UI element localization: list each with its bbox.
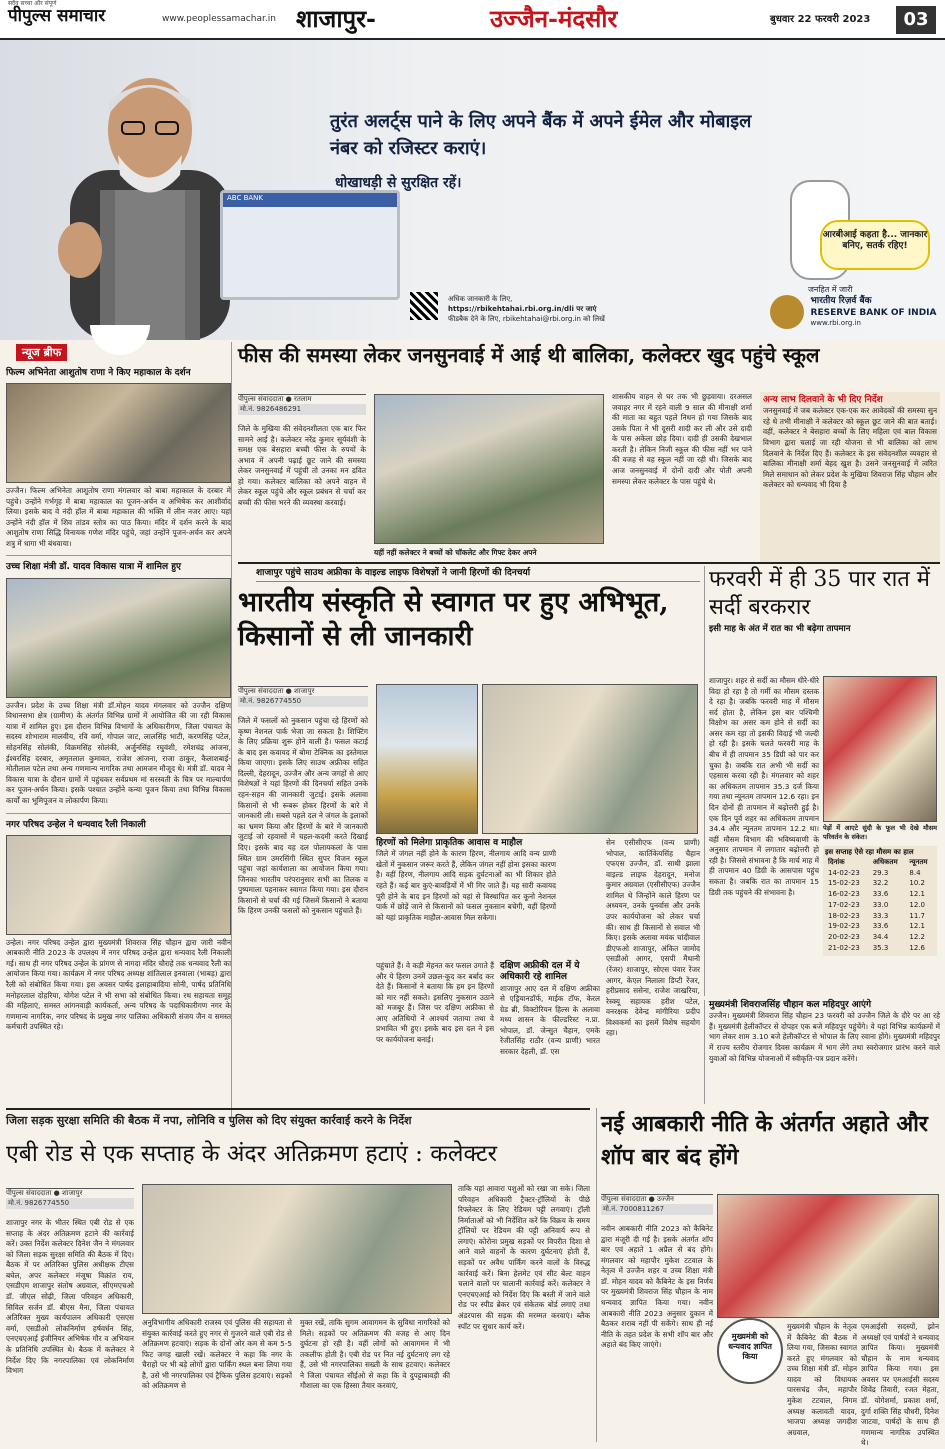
news-brief-tag [16,346,67,360]
bank-header-bar [223,193,397,207]
road-body4: ताकि यहां आवारा पशुओं को रखा जा सके। जिला परिवहन अधिकारी ट्रैक्टर-ट्रॉलियों के पीछे रिफ्लेक्टर के लिए रेडियम पट्टी लगवाएं। ट्रॉली निर्माताओं को भी निर्देशित करें कि विक्रय के समय ट्रॉलियों पर रेडियम की पट्टी अनिवार्य रूप से लगाएं। कोरोना प्रमुख सड़कों पर विपरीत दिशा से आने वाले वाहनों के कारण दुर्घटनाएं होती हैं, सड़कों पर अवैध पार्किंग करने वालों के विरुद्ध कार्रवाई करें। बिना हेलमेट एवं सीट बेल्ट वाहन चलाने वालों पर चालानी कार्रवाई करें। कलेक्टर ने एनएचएआई को निर्देश दिए कि बस्ती में जाने वाले रोड पर स्पीड ब्रेकर एवं संकेतक बोर्ड लगाएं तथा अंडरपास की सड़क की मरम्मत करवाएं। ब्लैक स्पॉट पर सुधार कार्य करें। [458,1184,590,1331]
date-cell: 14-02-23 [828,868,860,877]
bank-label: ABC BANK [227,194,263,202]
road-photo [142,1184,452,1314]
rbi-line2: भारतीय रिज़र्व बैंक [810,296,872,307]
table-row [825,921,935,932]
deer-body3: शाजापुर आए दल में दक्षिण अफ्रीका से एड्रियानडॉर्फ, माईक टॉफ, केरल ग्रेड ब्री, विक्टोरियन हिल्स के अलावा मध्य शासन के फील्डरिस्ट न.प्रा. भोपाल, डॉ. जेन्सुत चैहान, एमके रेंजीतसिंह राठौर (वन्य प्राणी) भारत सरकार देहली, डॉ. एस [500,983,600,1056]
rbi-seal-icon [770,295,804,329]
side-box-headline: अन्य लाभ दिलवाने के भी दिए निर्देश [763,395,883,405]
deer-body4: सेन एसीसीएफ (वन्य प्राणी) भोपाल, कार्तिकेयसिंह चैहान एफएस उज्जैन, डॉ. साथी झाला वाइल्ड लाइफ देहरादून, मनोज कुमार अग्रवाल (एसीसीएफ) उज्जैन शामिल थे जिन्होंने काले हिरण पर अध्ययन, उनके पुनर्वास और उनके उपर कार्ययोजना को लेकर चर्चा की। साथ ही किसानों से सवाल भी किए। इसके अलावा मयंक चांदीवाल डीएफओ शाजापुर, अंकित जामोद एसडीओ आगर, एसपी मैथानी (रेंजर) शाजापुर, सोएस पंवार रेंजर आगर, केएल निलाला डिप्टी रेंजर, हरीप्रसाद ससेना, राजेश जाखरिया, रेस्क्यू सहायक हरीश पटेल, वनरक्षक देवेन्द्र मांगीरिया प्रदीप विश्वकर्मा का इसमें विशेष सहयोग रहा। [606,838,700,1038]
deer-sub2 [500,961,600,1058]
byline: पीपुल्स संवाददाता ● शाजापुर [238,687,315,695]
top-story-body1: जिले के मुखिया की संवेदनशीलता एक बार फिर सामने आई है। कलेक्टर नरेंद्र कुमार सूर्यवंशी के समक्ष एक बेसहारा बच्ची फीस के रुपयों के अभाव में अपनी पढ़ाई छूट जाने की समस्या लेकर जनसुनवाई में पहुंची तो उनका मन द्रवित हो गया। कलेक्टर बालिका को अपने वाहन में लेकर स्कूल पहुंचे और स्कूल प्रबंधन से चर्चा कर बच्ची की फीस भरने की व्यवस्था करवाई। [238,424,366,508]
issue-date: बुधवार 22 फरवरी 2023 [770,14,871,25]
top-story-body2: शासकीय वाहन से घर तक भी छुड़वाया। दरअसल जवाहर नगर में रहने वाली 9 साल की मीनाक्षी शर्मा की माता का बहुत पहले निधन हो गया जिसके बाद उसके पिता ने भी दूसरी शादी कर ली और उसे दादी के पास अकेला छोड़ दिया। दादी ही उसकी देखभाल करती है। लेकिन निजी स्कूल की फीस नहीं भर पाने की वजह से वह स्कूल नहीं जा रही थी। जिसके बाद आज जनसुनवाई में दोनों दादी और पोती अपनी समस्या लेकर कलेक्टर के पास पहुंचे थे। [612,392,752,486]
road-body2: अनुविभागीय अधिकारी राजस्व एवं पुलिस की सहायता से संयुक्त कार्रवाई करते हुए नगर से गुजरने वाले एबी रोड से अतिक्रमण हटवाएं। सड़क के दोनों ओर कम से कम 5-5 फिट जगह खाली रखें। कलेक्टर ने कहा कि नगर के चैराहों पर भी बड़े लोगों द्वारा पार्किंग स्थल बना लिया गया है, उसे भी नगरपालिका एवं ट्रैफिक पुलिस हटवाएं। सड़कों को अतिक्रमण से [142,1318,292,1391]
edition-title: शाजापुर- [296,4,376,33]
brief1-headline[interactable]: फिल्म अभिनेता आशुतोष राणा ने किए महाकाल के दर्शन [6,367,191,378]
tag-label: न्यूज ब्रीफ [16,344,67,361]
rbi-line3: RESERVE BANK OF INDIA [810,307,937,318]
brand-name: पीपुल्स समाचार [8,6,106,26]
table-row [825,932,935,943]
table-row [825,878,935,889]
min-cell: 12.1 [909,890,925,898]
max-cell: 34.4 [872,933,889,941]
cm-brief-body: उज्जैन। मुख्यमंत्री शिवराज सिंह चौहान 23 फरवरी को उज्जैन जिले के दौरे पर आ रहे हैं। मुख्यमंत्री हेलीकॉप्टर से दोपहर एक बजे महिदपुर पहुंचेंगे। वे यहां विभिन्न कार्यक्रमों में भाग लेकर शाम 3.10 बजे हेलीकॉप्टर से भोपाल के लिए रवाना होंगे। मुख्यमंत्री महिदपुर में राज्य स्तरीय रोजगार दिवस कार्यक्रम में भाग लेंगे तथा स्वरोजगार प्रारंभ करने वाले युवाओं को विभिन्न योजनाओं में स्वीकृति-पत्र प्रदान करेंगे। [709,1011,940,1063]
top-story-headline[interactable]: फीस की समस्या लेकर जनसुनवाई में आई थी बालिका, कलेक्टर खुद पहुंचे स्कूल [238,343,820,367]
info-line1: अधिक जानकारी के लिए, [448,295,513,303]
top-story [238,342,940,564]
deer-photo2 [482,684,698,834]
date-cell: 15-02-23 [828,879,860,888]
top-story-byline [238,394,366,415]
table-row [825,868,935,879]
mobile: मो.नं. 9826486291 [238,404,366,415]
date-cell: 18-02-23 [828,911,860,920]
min-cell: 8.4 [909,868,921,877]
deer-sub1-body: जिले में जंगल नहीं होने के कारण हिरण, नीलगाय आदि वन्य प्राणी खेतों में नुकसान जरूर करते हैं, लेकिन जंगल नहीं होना इसका कारण है। वहीं हिरण, नीलगाय आदि सड़क दुर्घटनाओं का भी शिकार होते रहते हैं। कई बार कुएं-बावड़ियों में भी गिर जाते हैं। यह सारी कवायद पूरी होने के बाद इन हिरणों को यहां से विस्थापित कर कूनो नेशनल पार्क में छोड़ें जाने से किसानों को फसल नुकसान बचेगी, वहीं हिरणों को यहां प्राकृतिक माहौल-आवास मिल सकेगा। [376,849,556,922]
col-min: न्यूनतम [909,857,928,866]
brief3-photo [6,835,231,935]
col-date: दिनांक [828,857,845,866]
table-header-row [825,857,935,868]
deer-sub1 [376,838,556,923]
deer-body2: पहुंचाते हैं। वे कड़ी मेहनत कर फसल उगाते हैं और ये हिरण उनमें उछल-कूद कर बर्बाद कर देते हैं। किसानों ने बताया कि हम इन हिरणों को मार नहीं सकते। इसलिए नुकसान उठाने को मजबूर हैं। जिस पर दक्षिण अफ्रीका से आए अतिथियों ने आश्चर्य जताया तथा वे प्रभावित भी हुए। इसके बाद इस दल ने इस पर कार्ययोजना बनाई। [376,961,494,1045]
deer-kicker: शाजापुर पहुंचे साउथ अफ्रीका के वाइल्ड लाइफ विशेषज्ञों ने जानी हिरणों की दिनचर्या [256,566,700,582]
brief2-headline[interactable]: उच्च शिक्षा मंत्री डॉ. यादव विकास यात्रा में शामिल हुए [6,562,181,573]
deer-sub1-headline: हिरणों को मिलेगा प्राकृतिक आवास व माहौल [376,838,523,848]
tree-photo-caption: पेड़ों में आएटे सुंदौ के फूल भी देखे मौसम परिवर्तन के संकेत। [823,824,937,842]
top-story-photo [374,394,604,544]
thanks-badge-text: मुख्यमंत्री को धन्यवाद ज्ञापित किया [728,1332,772,1361]
rbi-block [770,285,940,329]
col-max: अधिकतम [872,857,898,866]
date-cell: 19-02-23 [828,922,860,931]
max-cell: 33.3 [872,911,889,920]
rbi-line1: जनहित में जारी [808,285,853,294]
divider [6,813,231,814]
byline: पीपुल्स संवाददाता ● शाजापुर [6,1189,83,1197]
min-cell: 10.2 [909,879,925,888]
brief3-headline[interactable]: नगर परिषद उन्हेल ने धन्यवाद रैली निकाली [6,819,146,830]
tree-photo [823,676,937,822]
cm-brief-headline[interactable]: मुख्यमंत्री शिवराजसिंह चौहान कल महिदपुर आएंगे [709,1000,872,1010]
min-cell: 12.2 [909,933,925,941]
brief3-body: उन्हेल। नगर परिषद उन्हेल द्वारा मुख्यमंत्री शिवराज सिंह चौहान द्वारा जारी नवीन आबकारी नीति 2023 के उपलक्ष्य में नगर परिषद उन्हेल द्वारा धन्यवाद रैली निकाली गई। साथ ही नगर परिषद उन्हेल के प्रांगण से नागदा मंदिर चौराहे तक धन्यवाद रैली का आयोजन किया गया। कार्यक्रम में नगर परिषद अध्यक्ष शांतिलाल इनवाला (भाबड़) द्वारा रैली को संबोधित किया गया। इस अवसर पार्षद इलाहाबादिया सोनी, पार्षद प्रतिनिधि मनोहरलाल दोहरिया, योगेश पटेल ने भी सभा को संबोधित किया। रथ सहायता समूह की महिलाएं, समस्त आंगनवाड़ी कार्यकर्ता, अन्य परिषद के पदाधिकारीगण नगर के गणमान्य नागरिक, नगर परिषद के प्रमुख नगर पालिका अधिकारी संजय जैन व समस्त कर्मचारी उपस्थित रहे। [6,937,231,1032]
thanks-badge [717,1318,783,1384]
mobile: मो.नं. 9826774550 [6,1198,134,1209]
rbi-url[interactable]: www.rbi.org.in [810,318,861,327]
top-story-caption: यहीं नहीं कलेक्टर ने बच्चों को चॉकलेट और गिफ्ट देकर अपने [374,548,537,557]
side-box-body: जनसुनवाई में जब कलेक्टर एक-एक कर आवेदकों की समस्या सुन रहे थे तभी मीनाक्षी ने कलेक्टर को स्कूल छूट जाने की बात बताई। वहीं, कलेक्टर ने बेसहारा बच्चों के लिए महिला एवं बाल विकास विभाग द्वारा चलाई जा रही योजना से भी बालिका को लाभ दिलवाने के निर्देश दिए हैं। कलेक्टर के इस संवेदनशील व्यवहार से बालिका मीनाक्षी शर्मा बेहद खुश है। उसने जनसुनवाई में त्वरित मिले समाधान को लेकर प्रदेश के मुखिया शिवराज सिंह चौहान और कलेक्टर को धन्यवाद भी दिया है [763,406,937,490]
excise-body2: मुख्यमंत्री चौहान के नेतृत्व में कैबिनेट की बैठक में लिया गया, जिसका स्वागत करते हुए मंगलवार को उच्च शिक्षा मंत्री डॉ. मोहन यादव को विधायक पारसचंद्र जैन, महापौर मुकेश टटवाल, निगम अध्यक्ष कलावती यादव, भाजपा अध्यक्ष जगदीश अग्रवाल, [787,1322,857,1437]
logo-tagline: सदैव सच्चा और संपूर्ण [8,0,57,7]
table-row [825,911,935,922]
deer-byline [238,686,368,707]
weather-body: शाजापुर। शहर से सर्दी का मौसम धीरे-धीरे विदा हो रहा है तो गर्मी का मौसम दस्तक दे रहा है। जबकि फरवरी माह में मौसम सर्द होता है, लेकिन इस बार पश्चिमी विक्षोभ का असर कम होने से सर्दी का असर कम रहा तो इसकी विदाई भी जल्दी हो रही है। इसके चलते फरवरी माह के बीच में ही तापमान 35 डिग्री को पार कर चुका है। जबकि रात अभी भी सर्दी का एहसास करवा रही है। मंगलवार को शहर का अधिकतम तापमान 35.3 दर्ज किया गया तथा न्यूनतम तापमान 12.6 रहा। इन दिन दोनों ही तापमान में बढ़ोत्तरी हुई है। एक दिन पूर्व शहर का अधिकतम तापमान 34.4 और न्यूनतम तापमान 12.2 था। वहीं मौसम विभाग की भविष्यवाणी के अनुसार तापमान में लगातार बढ़ोत्तरी हो रही है। जिससे संभावना है कि मार्च माह में ही तापमान 40 डिग्री के आसपास पहुंच सकता है। जबकि रात का तापमान 15 डिग्री तक पहुंचने की संभावना है। [709,676,819,897]
excise-body3: एमआईसी सदस्यों, झोन अध्यक्षों एवं पार्षदों ने धन्यवाद ज्ञापित किया। मुख्यमंत्री चौहान के नाम धन्यवाद ज्ञापित किया गया। इस अवसर पर एमआईसी सदस्य शिवेंद्र तिवारी, रजत मेहता, डॉ. योगेशर्मा, प्रकाश शर्मा, दुर्गा शक्ति सिंह चौधरी, दिनेश जाटवा, पार्षदों के साथ ही गणमान्य नागरिक उपस्थित थे। [861,1322,939,1448]
weather-table-title: इस सप्ताह ऐसे रहा मौसम का हाल [825,848,914,856]
cm-brief [704,1000,940,1104]
qr-code-icon[interactable] [410,292,438,320]
brief1-body: उज्जैन। फिल्म अभिनेता आशुतोष राणा मंगलवार को बाबा महाकाल के दरबार में पहुंचे। उन्होंने गर्भगृह में बाबा महाकाल का पूजन-अर्चन व अभिषेक कर आशीर्वाद लिया। इसके बाद वे नंदी हॉल में बाबा महाकाल की भक्ति में लीन नजर आए। यहां उन्होंने नंदी हॉल में शिव तांडव स्तोत्र का पाठ किया। मंदिर में दर्शन करने के बाद आशुतोष राणा सिद्धि विनायक गणेश मंदिर पहुंचे, जहां उन्होंने पूजन-अर्चन कर अपने शत्रु में धागा भी बंधवाया। [6,486,231,548]
byline: पीपुल्स संवाददाता ● उज्जैन [601,1195,674,1203]
table-row [825,943,935,954]
deer-photo1 [376,684,478,834]
brief2-photo [6,578,231,698]
weather-subhead: इसी माह के अंत में रात का भी बढ़ेगा तापमान [709,624,851,634]
road-body1: शाजापुर नगर के भीतर स्थित एबी रोड से एक सप्ताह के अंदर अतिक्रमण हटाने की कार्रवाई करें। उक्त निर्देश कलेक्टर दिनेश जैन ने मंगलवार को जिला सड़क सुरक्षा समिति की बैठक में दिए। बैठक में पर अतिरिक्त पुलिस अधीक्षक टीएस बघेल, अपर कलेक्टर मंजूषा विक्रांत राय, एसडीएम शाजापुर संतोष अग्रवाल, सीएमएचओ डॉ. जीएल सोढ़ी, जिला परिवहन अधिकारी, सिविल सर्जन डॉ. बीएस मैना, जिला पंचायत अतिरिक्त मुख्य कार्यपालन अधिकारी एसएस वर्मा, एसडीओ लोकनिर्माण हर्षवर्धन सिंह, एनएचएआई इंजीनियर अभिषेक गौर व अभियान के प्रतिनिधि उपस्थित थे। बैठक में कलेक्टर ने निर्देश दिए कि नगरपालिका एवं लोकनिर्माण विभाग [6,1218,134,1376]
rbi-advertisement[interactable] [0,40,945,340]
speech-bubble: आरबीआई कहता है... जानकार बनिए, सतर्क रहिए! [820,220,930,270]
weather-table-body [825,868,935,954]
max-cell: 33.0 [872,900,889,909]
mobile: मो.नं. 9826774550 [238,696,368,707]
road-story [6,1140,590,1440]
road-kicker: जिला सड़क सुरक्षा समिति की बैठक में नपा, लोनिवि व पुलिस को दिए संयुक्त कार्रवाई करने के निर्देश [6,1114,412,1127]
weather-headline[interactable]: फरवरी में ही 35 पार रात में सर्दी बरकरार [709,567,930,620]
date-cell: 17-02-23 [828,900,860,909]
brief1-photo [6,383,231,483]
excise-story [596,1108,940,1448]
weather-table-box [823,846,937,956]
road-byline [6,1188,134,1209]
deer-body1: जिले में फसलों को नुकसान पहुंचा रहे हिरणों को कृष्ण नेशनल पार्क भेजा जा सकता है। शिफ्टिंग के लिए प्रक्रिया शुरू होने वाली है। फसल कटाई के बाद इस कवायद में बोमा टेक्निक का इस्तेमाल किया जाएगा। इसके लिए साउथ अफ्रीका सहित दिल्ली, देहरादून, उज्जैन और अन्य जगहों से आए विशेषज्ञों ने यहां हिरणों की दिनचर्या सहित उनके रहन-सहन की जानकारी जुटाई। इसके अलावा किसानों से भी रूबरू होकर हिरणों के बारे में जानकारी ली। सबसे पहले दल ने जंगल के इलाकों का भ्रमण किया और हिरणों के बारे में जानकारी जुटाई जो रहवासों में चहल-कदमी करते दिखाई दिए। इसके बाद यह दल पोलायकलां के पास स्थित ग्राम उमरसिंगी स्थित सुपर विजन स्कूल पहुंचा जहां कार्यशाला का आयोजन किया गया। जिनका भारतीय परंपरानुसार सभी का तिलक व पुष्पमाला पहनाकर स्वागत किया गया। इस दौरान किसानों से चर्चा की गई जिसमें किसानों ने बताया कि हिरण उनकी फसलों को नुकसान पहुंचाते हैं। [238,716,368,916]
ad-info [448,295,668,324]
news-brief-column [6,342,232,1122]
min-cell: 12.0 [909,900,925,909]
ad-headline: तुरंत अलर्ट्स पाने के लिए अपने बैंक में अपने ईमेल और मोबाइल नंबर को रजिस्टर कराएं। [330,111,752,159]
info-line2[interactable]: फीडबैक देने के लिए, rbikehtahai@rbi.org.in को लिखें [448,314,605,323]
mobile: मो.नं. 7000811267 [601,1204,713,1215]
date-cell: 20-02-23 [828,933,860,941]
deer-sub2-headline: दक्षिण अफ्रीकी दल में ये अधिकारी रहे शामिल [500,961,580,983]
byline: पीपुल्स संवाददाता ● रतलाम [238,395,312,403]
road-kicker-bar [6,1108,590,1130]
ad-subhead: धोखाधड़ी से सुरक्षित रहें। [335,175,462,191]
excise-body1: नवीन आबकारी नीति 2023 को कैबिनेट द्वारा मंजूरी दी गई है। इसके अंतर्गत शॉप बार एवं अहाते 1 अप्रैल से बंद होंगे। मंगलवार को महापौर मुकेश टटवाल के नेतृत्व में उज्जैन शहर व उच्च शिक्षा मंत्री डॉ. मोहन यादव को कैबिनेट के इस निर्णय पर मुख्यमंत्री शिवराज सिंह चौहान के नाम धन्यवाद ज्ञापित किया गया। नवीन आबकारी नीति 2023 अनुसार दुकान में बैठकर शराब नहीं पी सकेंगे। साथ ही नई नीति के तहत प्रदेश के सभी शॉप बार और अहाते बंद किए जाएंगे। [601,1224,713,1350]
max-cell: 32.2 [872,879,889,888]
excise-photo [717,1194,939,1318]
max-cell: 33.6 [872,890,889,898]
excise-headline[interactable]: नई आबकारी नीति के अंतर्गत अहाते और शॉप बार बंद होंगे [601,1111,928,1170]
min-cell: 12.1 [909,922,925,931]
masthead [0,0,945,40]
divider [6,555,231,556]
rbi-name [811,296,937,327]
table-row [825,889,935,900]
road-body3: मुक्त रखें, ताकि सुगम आवागमन के सुविधा नागरिकों को मिले। सड़कों पर अतिक्रमण की वजह से आए दिन दुर्घटना हो रही है। वहीं लोगों को आवागमन में भी तकलीफ होती है। एबी रोड पर नित नई दुर्घटनाएं लग रहे हैं, उसे भी नगरपालिका सख्ती के साथ हटवाए। कलेक्टर ने जिला पंचायत सीईओ से कहा कि वे दुपट्टाबावड़ी की गौशाला का एक हिस्सा तैयार करवाएं, [300,1318,450,1391]
page-number: 03 [896,6,936,34]
info-url[interactable]: https://rbikehtahai.rbi.org.in/dli पर जाएं [448,304,597,313]
road-headline[interactable]: एबी रोड से एक सप्ताह के अंदर अतिक्रमण हटाएं : कलेक्टर [6,1141,497,1167]
max-cell: 29.3 [872,868,889,877]
brief2-body: उज्जैन। प्रदेश के उच्च शिक्षा मंत्री डॉ.मोहन यादव मंगलवार को उज्जैन दक्षिण विधानसभा क्षेत्र (ग्रामीण) के अंतर्गत विभिन्न ग्रामों में आयोजित की जा रही विकास यात्रा में शामिल हुए। इस दौरान विभिन्न विभागों के अधिकारीगण, जिला पंचायत के सदस्य शोभाराम मालवीय, रवि वर्मा, गोपाल जाट, लालसिंह भाटी, करणसिंह पटेल, सोहनसिंह सोलंकी, विक्रमसिंह सोलंकी, अर्जुनसिंह रघुवंशी, रमेशचंद्र आंजना, ईश्वरसिंह दरबार, अमृतलाल कुमावत, राजेश आंजना, राजा ठाकुर, कैलाशबाई-मोतीलाल पटेल तथा अन्य गणमान्य नागरिक तथा आमजन मौजूद थे। मंत्री डॉ. यादव ने विकास यात्रा के दौरान ग्रामों में पहुंचकर सर्वप्रथम मां सरस्वती के चित्र पर माल्यार्पण कर पूजन-अर्चन किया। इसके पश्चात उन्होंने कन्या पूजन किया तथा विभिन्न विकास कार्यों का भूमिपूजन व लोकार्पण किया। [6,700,231,805]
edition-subtitle: उज्जैन-मंदसौर [490,4,618,33]
deer-story [238,566,700,1126]
min-cell: 12.6 [909,943,925,952]
weather-story [704,566,940,996]
table-row [825,900,935,911]
max-cell: 33.6 [872,922,889,931]
deer-headline[interactable]: भारतीय संस्कृति से स्वागत पर हुए अभिभूत, किसानों से ली जानकारी [238,587,669,652]
website-link[interactable]: www.peoplessamachar.in [162,14,276,24]
side-box [760,392,940,562]
excise-byline [601,1194,713,1215]
max-cell: 35.3 [872,943,889,952]
date-cell: 21-02-23 [828,943,860,952]
weather-table [825,857,935,954]
date-cell: 16-02-23 [828,890,860,898]
laptop-illustration [220,190,400,300]
min-cell: 11.7 [909,911,925,920]
newspaper-logo[interactable] [8,0,106,27]
